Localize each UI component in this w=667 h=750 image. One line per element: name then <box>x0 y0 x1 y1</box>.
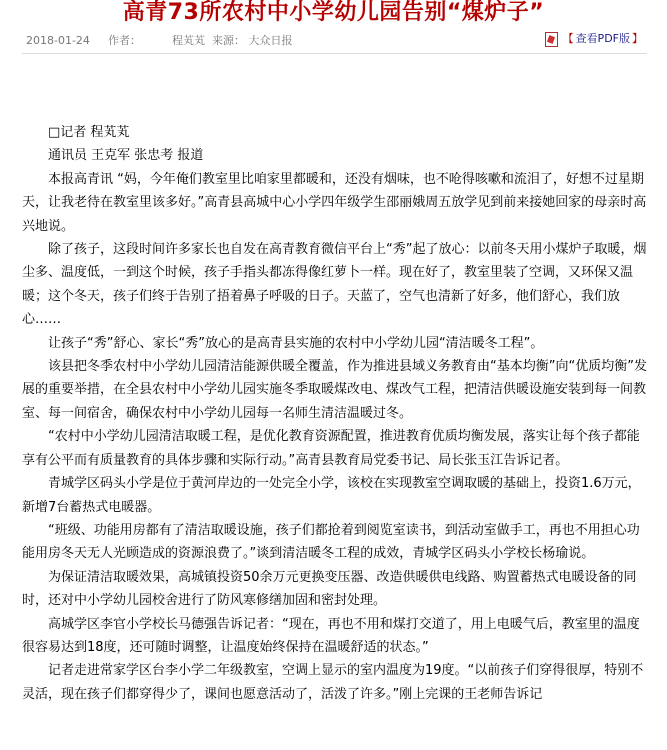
reporter-byline: □记者 程芄芄 <box>48 125 130 140</box>
correspondent-byline: 通讯员 王克军 张忠考 报道 <box>48 148 204 164</box>
view-pdf-button[interactable] <box>545 30 645 48</box>
paragraph: 记者走进常家学区台李小学二年级教室，空调上显示的室内温度为19度。“以前孩子们穿得很厚，特别不灵活，现在孩子们都穿得少了，课间也愿意活动了，活泼了许多。”刚上完课的王老师告诉记 <box>22 663 644 702</box>
article-title: 高青73所农村中小学幼儿园告别“煤炉子” <box>122 0 545 25</box>
source-label: 来源： 大众日报 <box>212 34 293 47</box>
view-pdf-link[interactable]: 查看PDF版 <box>575 32 630 45</box>
paragraph: 青城学区码头小学是位于黄河岸边的一处完全小学，该校在实现教室空调取暖的基础上，投资1.6万元，新增7台蓄热式电暖器。 <box>22 476 641 515</box>
paragraph: 高城学区李官小学校长马德强告诉记者：“现在，再也不用和煤打交道了，用上电暖气后，教室里的温度很容易达到18度，还可随时调整，让温度始终保持在温暖舒适的状态。” <box>22 616 640 655</box>
author-name: 程芄芄 <box>172 34 205 47</box>
bracket-open: 【 <box>562 32 574 45</box>
paragraph: “农村中小学幼儿园清洁取暖工程，是优化教育资源配置，推进教育优质均衡发展，落实让每个孩子都能享有公平而有质量教育的具体步骤和实际行动。”高青县教育局党委书记、局长张玉江告诉记者。 <box>22 429 640 468</box>
publish-date: 2018-01-24 <box>26 34 90 47</box>
paragraph: 该县把冬季农村中小学幼儿园清洁能源供暖全覆盖，作为推进县域义务教育由“基本均衡”向“优质均衡”发展的重要举措，在全县农村中小学幼儿园实施冬季取暖煤改电、煤改气工程，把清洁供暖设施安装到每一间教室、每一间宿舍，确保农村中小学幼儿园每一名师生清洁温暖过冬。 <box>22 359 647 421</box>
paragraph: 除了孩子，这段时间许多家长也自发在高青教育微信平台上“秀”起了放心：以前冬天用小煤炉子取暖，烟尘多、温度低，一到这个时候，孩子手指头都冻得像红萝卜一样。现在好了，教室里装了空调，又环保又温暖；这个冬天，孩子们终于告别了捂着鼻子呼吸的日子。天蓝了，空气也清新了好多，他们舒心，我们放心…… <box>22 242 647 328</box>
author-label: 作者： <box>108 34 141 47</box>
article-body <box>22 121 649 706</box>
paragraph: 本报高青讯 “妈，今年俺们教室里比咱家里都暖和，还没有烟味，也不呛得咳嗽和流泪了，好想不过星期天，让我老待在教室里该多好。”高青县高城中心小学四年级学生邵丽娥周五放学见到前来接她回家的母亲时高兴地说。 <box>22 171 647 234</box>
header-divider <box>22 53 647 54</box>
paragraph: “班级、功能用房都有了清洁取暖设施，孩子们都抢着到阅览室读书，到活动室做手工，再也不用担心功能用房冬天无人光顾造成的资源浪费了。”谈到清洁暖冬工程的成效，青城学区码头小学校长杨瑜说。 <box>22 522 640 562</box>
paragraph: 让孩子“秀”舒心、家长“秀”放心的是高青县实施的农村中小学幼儿园“清洁暖冬工程”。 <box>48 335 544 351</box>
bracket-close: 】 <box>632 32 643 45</box>
paragraph: 为保证清洁取暖效果，高城镇投资50余万元更换变压器、改造供暖供电线路、购置蓄热式电暖设备的同时，还对中小学幼儿园校舍进行了防风寒修缮加固和密封处理。 <box>22 569 637 609</box>
pdf-icon <box>545 32 558 47</box>
